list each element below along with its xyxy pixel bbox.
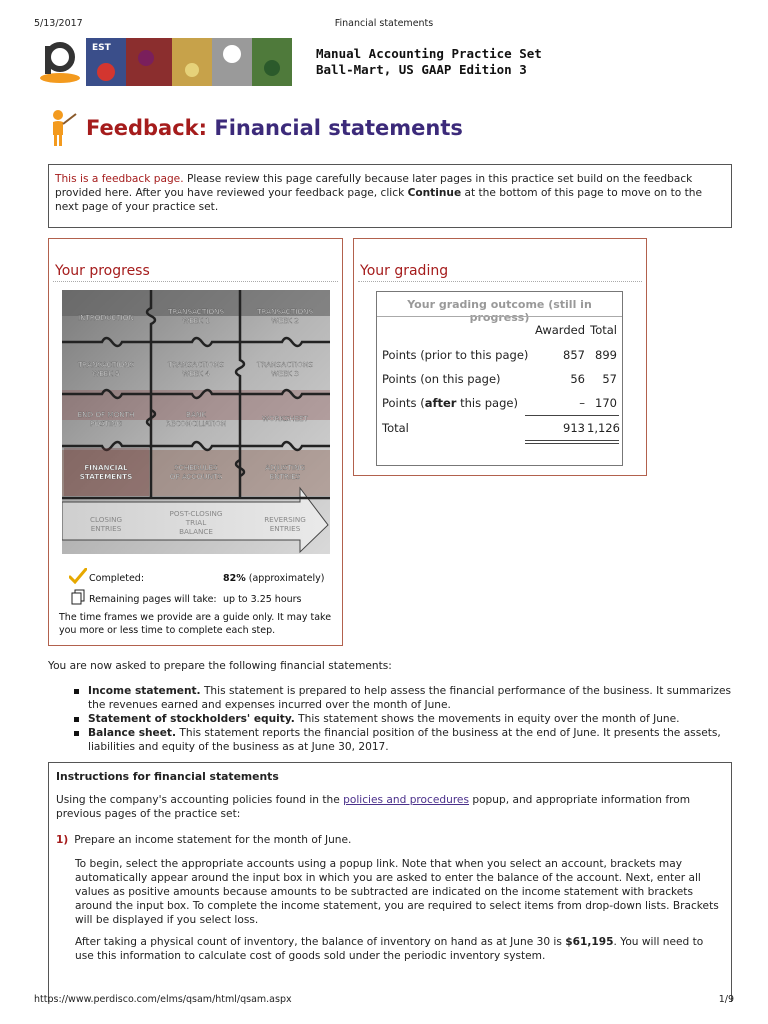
- remaining-row: [69, 594, 302, 605]
- notice-continue-word: Continue: [407, 187, 462, 199]
- piece-week5-a: TRANSACTIONS: [78, 360, 134, 369]
- completed-label: Completed:: [89, 573, 145, 584]
- page-title-prefix: Feedback:: [86, 116, 208, 140]
- grading-panel: [353, 238, 647, 476]
- print-date: 5/13/2017: [34, 18, 83, 29]
- progress-heading-rule: [53, 281, 338, 282]
- piece-introduction: INTRODUCTION: [78, 313, 134, 322]
- piece-week2-a: TRANSACTIONS: [257, 307, 313, 316]
- piece-adj-a: ADJUSTING: [265, 463, 305, 472]
- piece-closing-a: CLOSING: [89, 515, 123, 524]
- list-item: Statement of stockholders' equity. This statement shows the movements in equity over the month of June.: [72, 712, 732, 726]
- piece-soa-a: SCHEDULES: [174, 463, 218, 472]
- step-number: 1): [56, 834, 69, 846]
- piece-eom-b: POSTING: [89, 419, 123, 428]
- step-1-detail: To begin, select the appropriate accounts using a popup link. Note that when you select an account, brackets may automatically appear around the input box in which you are asked to enter the balance of the account. Next, enter all values as positive amounts because amounts to be subtracted are indicated on the income statement with brackets around the input box. To complete the income statement, you are required to select items from drop-down lists. Brackets will be displayed if you select loss.: [75, 858, 719, 926]
- piece-week1-a: TRANSACTIONS: [168, 307, 224, 316]
- notice-text-b: at the bottom of this page to move on to the next page of your practice set.: [55, 187, 702, 213]
- completed-percent: 82%: [223, 573, 246, 584]
- piece-week1-b: WEEK 1: [182, 316, 210, 325]
- piece-eom-a: END OF MONTH: [77, 410, 135, 419]
- notice-red-text: This is a feedback page.: [55, 173, 184, 185]
- remaining-value: up to 3.25 hours: [223, 594, 302, 605]
- remaining-label: Remaining pages will take:: [89, 594, 217, 605]
- row-label: Points (on this page): [382, 372, 501, 386]
- progress-puzzle: [62, 290, 330, 554]
- page-title-suffix: Financial statements: [214, 116, 463, 140]
- pages-icon: [71, 589, 85, 605]
- puzzle-banner-image: [86, 38, 292, 86]
- app-title: [316, 46, 542, 78]
- piece-rev-b: ENTRIES: [269, 524, 301, 533]
- statement-list: [72, 684, 732, 754]
- piece-closing-b: ENTRIES: [90, 524, 122, 533]
- grading-row-total: [377, 421, 622, 437]
- perdisco-logo-icon: [38, 40, 82, 84]
- print-header: [34, 18, 734, 32]
- notice-text-a: Please review this page carefully because later pages in this practice set build on the feedback provided here. After you have reviewed your feedback page, click: [55, 173, 693, 199]
- intro-text: You are now asked to prepare the following financial statements:: [48, 660, 392, 672]
- instructions-intro: Using the company's accounting policies found in the policies and procedures popup, and appropriate information from previous pages of the practice set:: [56, 794, 691, 820]
- grading-row-prior: [377, 348, 622, 364]
- piece-bank-a: BANK: [186, 410, 206, 419]
- banner-text: EST: [92, 43, 111, 53]
- piece-pctb-b: TRIAL: [185, 518, 207, 527]
- piece-week2-b: WEEK 2: [271, 316, 299, 325]
- grading-table: [376, 291, 623, 466]
- time-guide-note: The time frames we provide are a guide only. It may take you more or less time to complete each step.: [59, 612, 332, 636]
- piece-bank-b: RECONCILIATION: [165, 419, 227, 428]
- inventory-note: After taking a physical count of inventory, the balance of inventory on hand as at June 30 is $61,195. You will need to use this information to calculate cost of goods sold under the periodic inventory system.: [75, 936, 704, 962]
- row-label: Points (prior to this page): [382, 348, 529, 362]
- row-label: Total: [382, 421, 409, 435]
- piece-pctb-c: BALANCE: [179, 527, 213, 536]
- list-item: Balance sheet. This statement reports the financial position of the business at the end of June. It presents the assets, liabilities and equity of the business as at June 30, 2017.: [72, 726, 732, 754]
- instructions-heading: Instructions for financial statements: [56, 770, 279, 783]
- total-double-rule-2: [525, 443, 619, 444]
- piece-fs-b: STATEMENTS: [79, 472, 133, 481]
- print-url: https://www.perdisco.com/elms/qsam/html/qsam.aspx: [34, 994, 292, 1005]
- grading-row-after: [377, 396, 622, 412]
- completed-approx: (approximately): [245, 573, 325, 584]
- piece-adj-b: ENTRIES: [269, 472, 301, 481]
- col-awarded: Awarded: [534, 323, 585, 337]
- col-total: Total: [590, 323, 617, 337]
- grading-caption-rule: [377, 316, 622, 317]
- row-total: 1,126: [587, 421, 620, 435]
- grading-caption: Your grading outcome (still in progress): [407, 298, 592, 324]
- grading-heading-rule: [358, 281, 642, 282]
- app-title-line1: Manual Accounting Practice Set: [316, 46, 542, 61]
- row-awarded: 857: [563, 348, 585, 362]
- row-total: 57: [602, 372, 617, 386]
- print-title: Financial statements: [334, 18, 434, 29]
- piece-week4-a: TRANSACTIONS: [168, 360, 224, 369]
- step-1: [56, 833, 351, 847]
- piece-week4-b: WEEK 4: [182, 369, 210, 378]
- list-item: Income statement. This statement is prepared to help assess the financial performance of the business. It summarizes the revenues earned and expenses incurred over the month of June.: [72, 684, 732, 712]
- piece-pctb-a: POST-CLOSING: [169, 509, 223, 518]
- progress-heading: Your progress: [55, 263, 150, 279]
- piece-fs-a: FINANCIAL: [84, 463, 128, 472]
- inventory-amount: $61,195: [565, 936, 614, 948]
- piece-soa-b: OF ACCOUNTS: [169, 472, 223, 481]
- piece-week3-a: TRANSACTIONS: [257, 360, 313, 369]
- feedback-notice: [48, 164, 732, 228]
- total-double-rule-1: [525, 440, 619, 441]
- policies-link[interactable]: policies and procedures: [343, 794, 469, 806]
- grading-heading: Your grading: [360, 263, 449, 279]
- print-page-number: 1/9: [718, 994, 734, 1005]
- grading-row-on-page: [377, 372, 622, 388]
- presenter-figure-icon: [46, 108, 78, 148]
- piece-week3-b: WEEK 3: [271, 369, 299, 378]
- row-total: 899: [595, 348, 617, 362]
- row-awarded: 56: [570, 372, 585, 386]
- page-title: [86, 116, 463, 140]
- row-awarded: –: [579, 396, 585, 410]
- completed-row: [69, 573, 324, 584]
- piece-rev-a: REVERSING: [264, 515, 306, 524]
- print-footer: [34, 994, 734, 1008]
- subtotal-rule: [525, 415, 619, 416]
- row-label: Points (after this page): [382, 396, 518, 410]
- grading-header-row: [377, 323, 622, 339]
- row-awarded: 913: [563, 421, 585, 435]
- checkmark-icon: [69, 568, 87, 584]
- instructions-panel: [48, 762, 732, 1002]
- app-title-line2: Ball-Mart, US GAAP Edition 3: [316, 62, 527, 77]
- row-total: 170: [595, 396, 617, 410]
- piece-worksheet: WORKSHEET: [262, 414, 308, 423]
- step-text: Prepare an income statement for the month of June.: [74, 834, 352, 846]
- progress-panel: [48, 238, 343, 646]
- piece-week5-b: WEEK 5: [92, 369, 120, 378]
